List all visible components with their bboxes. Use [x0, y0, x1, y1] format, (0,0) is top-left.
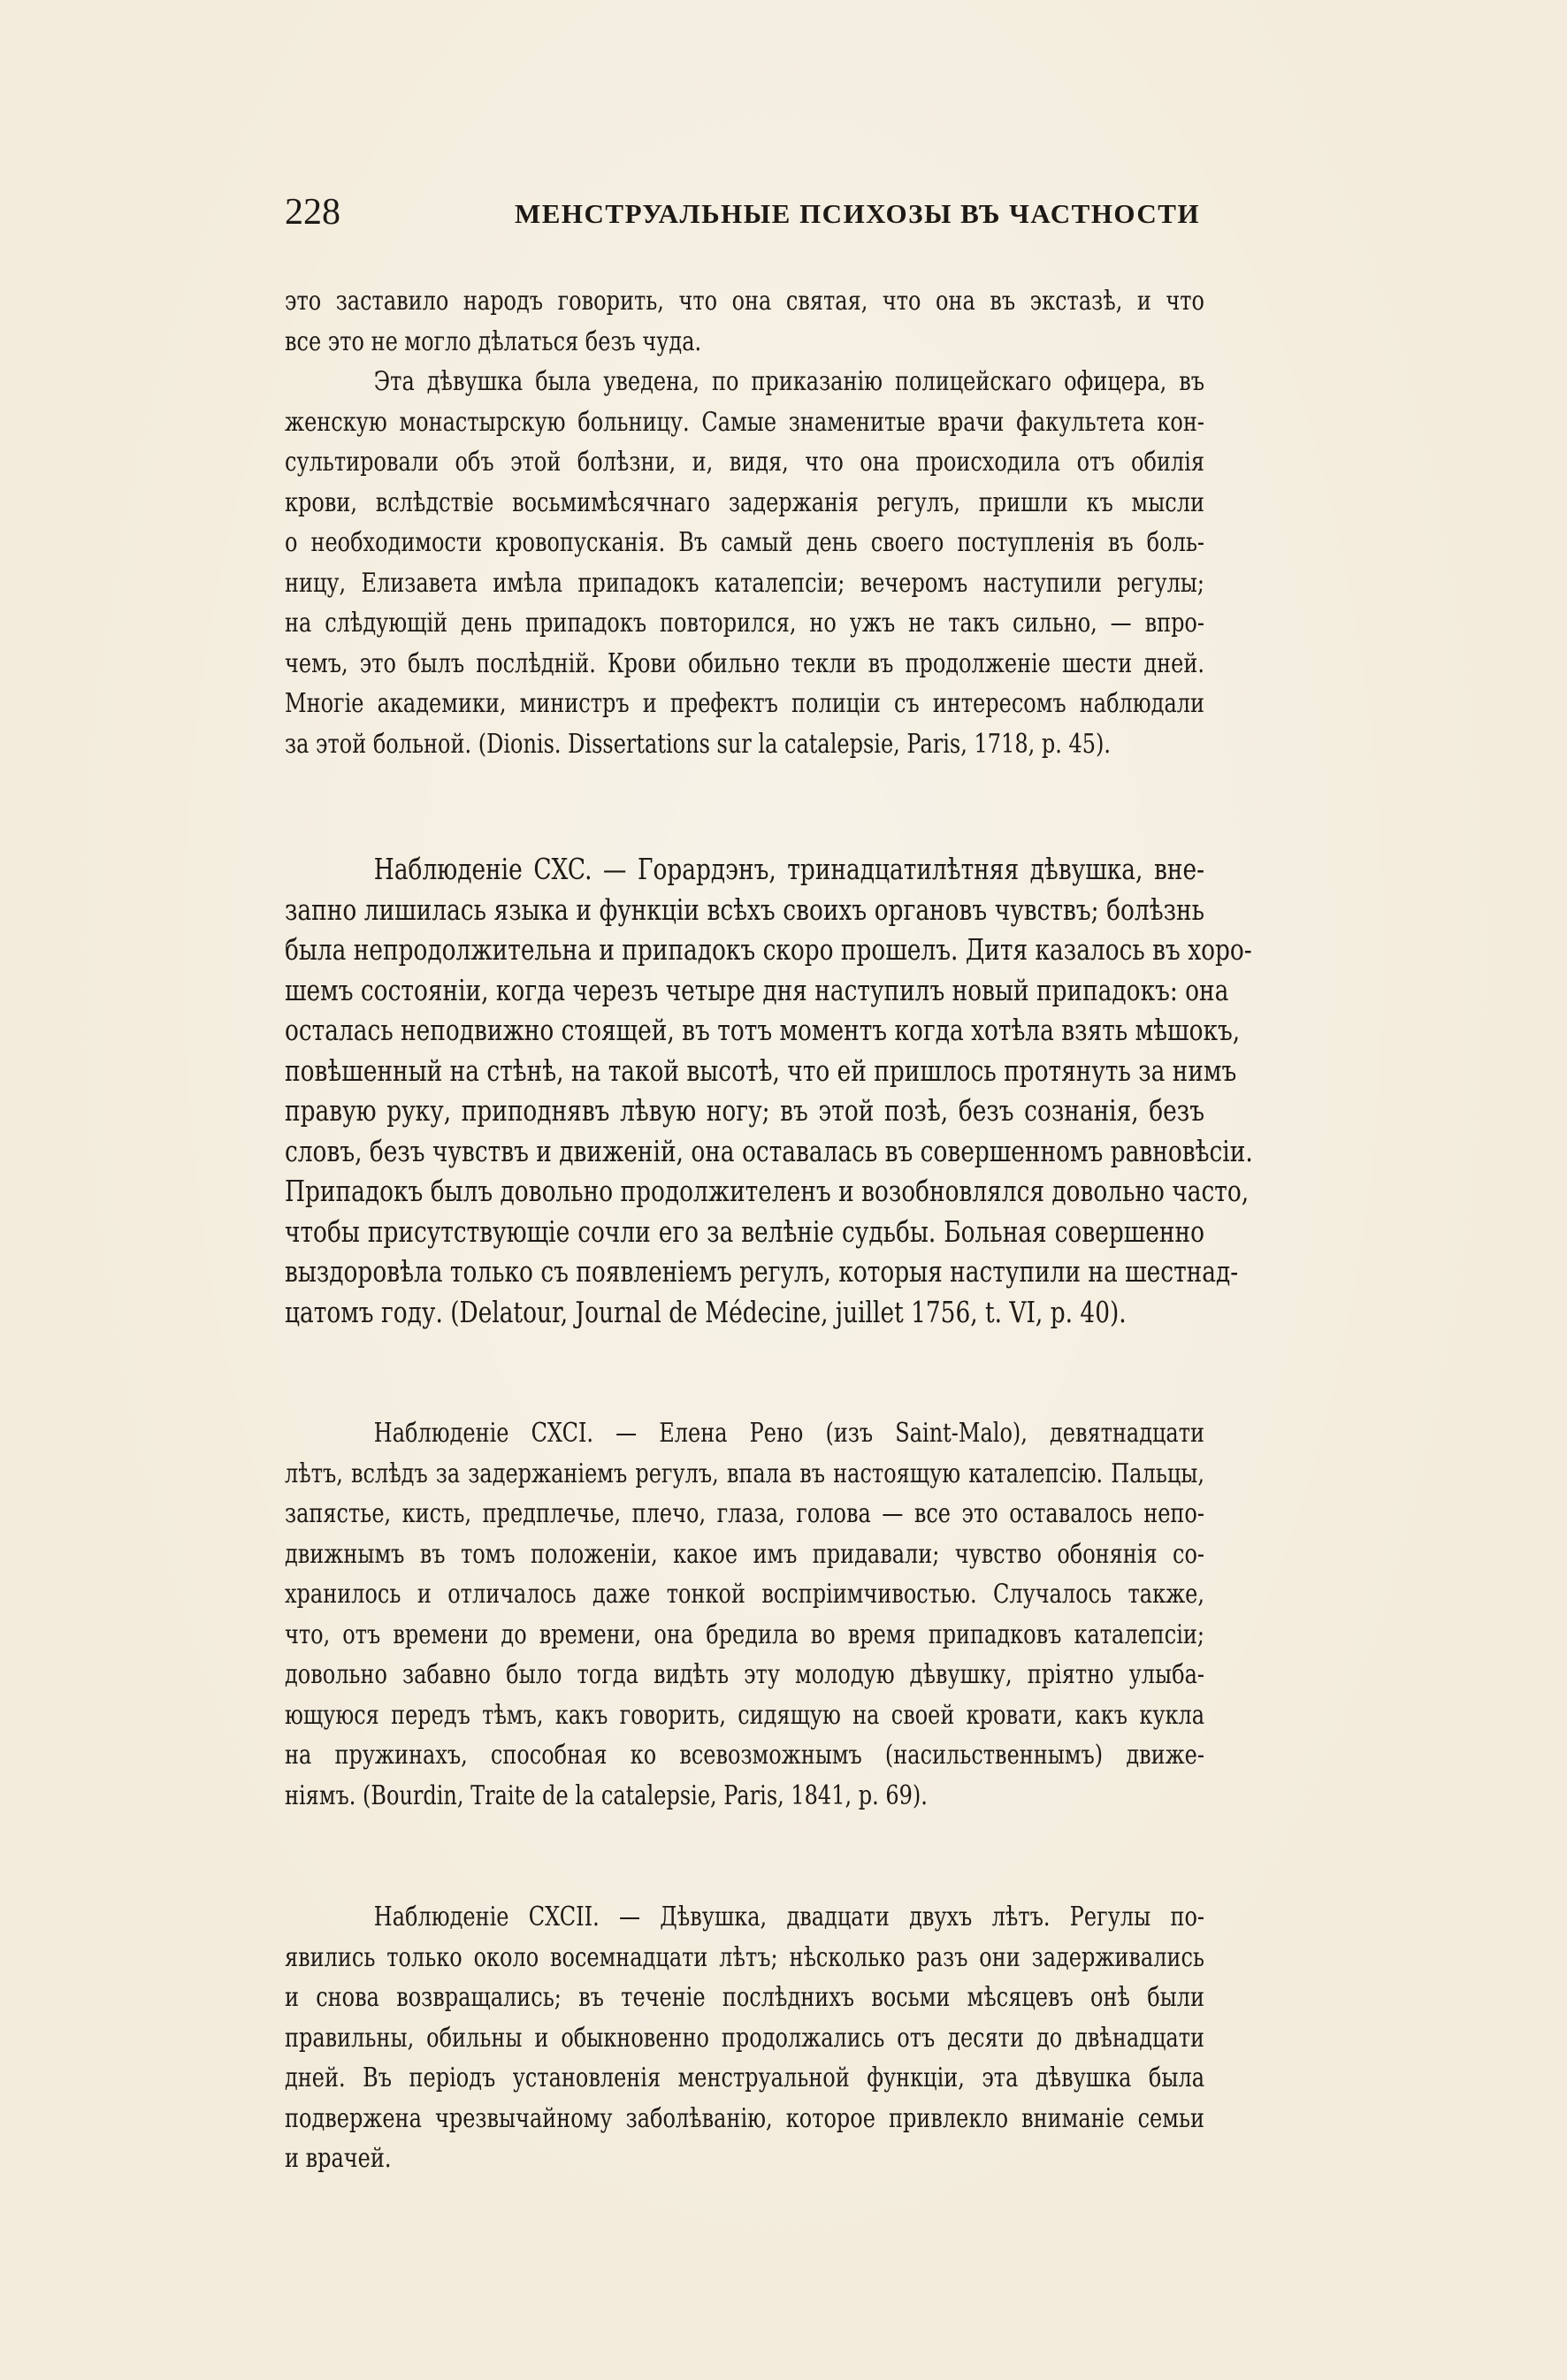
- text-line: о необходимости кровопусканія. Въ самый день своего поступленія въ боль-: [285, 527, 1204, 558]
- text-line: подвержена чрезвычайному заболѣванію, которое привлекло вниманіе семьи: [285, 2102, 1204, 2134]
- text-line: это заставило народъ говорить, что она святая, что она въ экстазѣ, и что: [285, 286, 1204, 317]
- text-line: чтобы присутствующіе сочли его за велѣніе судьбы. Больная совершенно: [285, 1213, 1204, 1249]
- observation-cxci: [285, 1413, 1204, 1816]
- paragraph-gap: [285, 1332, 1204, 1413]
- running-title: МЕНСТРУАЛЬНЫЕ ПСИХОЗЫ ВЪ ЧАСТНОСТИ: [515, 198, 1201, 229]
- text-line: и врачей.: [285, 2143, 392, 2174]
- text-line: была непродолжительна и припадокъ скоро прошелъ. Дитя казалось въ хоро-: [285, 932, 1252, 967]
- text-line: на слѣдующій день припадокъ повторился, но ужъ не такъ сильно, — впро-: [285, 608, 1204, 639]
- text-line: сультировали объ этой болѣзни, и, видя, что она происходила отъ обилія: [285, 447, 1204, 478]
- text-line: Припадокъ былъ довольно продолжителенъ и возобновлялся довольно часто,: [285, 1174, 1250, 1208]
- text-line: движнымъ въ томъ положеніи, какое имъ придавали; чувство обонянія со-: [285, 1538, 1204, 1570]
- text-line: крови, вслѣдствіе восьмимѣсячнаго задержанія регулъ, пришли къ мысли: [285, 486, 1204, 518]
- text-line: запно лишилась языка и функціи всѣхъ своихъ органовъ чувствъ; болѣзнь: [285, 892, 1204, 927]
- text-line: и снова возвращались; въ теченіе послѣднихъ восьми мѣсяцевъ онѣ были: [285, 1982, 1204, 2013]
- text-line: повѣшенный на стѣнѣ, на такой высотѣ, что ей пришлось протянуть за нимъ: [285, 1052, 1237, 1088]
- text-line: Многіе академики, министръ и префектъ полиціи съ интересомъ наблюдали: [285, 688, 1204, 719]
- observation-heading-line: Наблюденіе CXCII. — Дѣвушка, двадцати двухъ лѣтъ. Регулы по-: [373, 1902, 1204, 1932]
- text-line: осталась неподвижно стоящей, въ тотъ моментъ когда хотѣла взять мѣшокъ,: [285, 1013, 1241, 1047]
- observation-heading-line: Наблюденіе CXC. — Горардэнъ, тринадцатилѣтняя дѣвушка, вне-: [373, 852, 1204, 886]
- text-line: за этой больной. (Dionis. Dissertations sur la catalepsie, Paris, 1718, p. 45).: [285, 728, 1111, 760]
- text-line: лѣтъ, вслѣдъ за задержаніемъ регулъ, впала въ настоящую каталепсію. Пальцы,: [285, 1458, 1204, 1489]
- text-line: ющуюся передъ тѣмъ, какъ говорить, сидящую на своей кровати, какъ кукла: [285, 1699, 1204, 1731]
- text-line: дней. Въ періодъ установленія менструальной функціи, эта дѣвушка была: [285, 2062, 1204, 2093]
- paragraph-gap: [285, 1816, 1204, 1897]
- text-line: выздоровѣла только съ появленіемъ регулъ, которыя наступили на шестнад-: [285, 1254, 1239, 1289]
- text-line: хранилось и отличалось даже тонкой воспріимчивостью. Случалось также,: [285, 1579, 1204, 1610]
- paragraph-continuation: [285, 281, 1204, 764]
- text-line: правую руку, приподнявъ лѣвую ногу; въ этой позѣ, безъ сознанія, безъ: [285, 1093, 1204, 1128]
- observation-cxc: [285, 849, 1253, 1332]
- text-line: словъ, безъ чувствъ и движеній, она оставалась въ совершенномъ равновѣсіи.: [285, 1133, 1253, 1168]
- observation-heading-line: Наблюденіе CXCI. — Елена Рено (изъ Saint-Malo), девятнадцати: [373, 1418, 1204, 1449]
- text-line: ніямъ. (Bourdin, Traite de la catalepsie, Paris, 1841, p. 69).: [285, 1779, 928, 1811]
- paragraph-gap: [285, 764, 1204, 849]
- text-line: запястье, кисть, предплечье, плечо, глаза, голова — все это оставалось непо-: [285, 1498, 1204, 1529]
- text-line: Эта дѣвушка была уведена, по приказанію полицейскаго офицера, въ: [373, 366, 1204, 397]
- observation-cxcii: [285, 1897, 1204, 2179]
- running-head: [285, 187, 1204, 241]
- text-line: довольно забавно было тогда видѣть эту молодую дѣвушку, пріятно улыба-: [285, 1659, 1204, 1690]
- text-line: шемъ состояніи, когда черезъ четыре дня наступилъ новый припадокъ: она: [285, 972, 1229, 1007]
- text-line: все это не могло дѣлаться безъ чуда.: [285, 325, 702, 357]
- body-text: [285, 281, 1253, 2179]
- text-line: ницу, Елизавета имѣла припадокъ каталепсіи; вечеромъ наступили регулы;: [285, 567, 1204, 599]
- text-line: что, отъ времени до времени, она бредила во время припадковъ каталепсіи;: [285, 1619, 1204, 1650]
- text-line: явились только около восемнадцати лѣтъ; нѣсколько разъ они задерживались: [285, 1941, 1204, 1973]
- text-line: чемъ, это былъ послѣдній. Крови обильно текли въ продолженіе шести дней.: [285, 647, 1204, 679]
- text-line: на пружинахъ, способная ко всевозможнымъ (насильственнымъ) движе-: [285, 1740, 1204, 1771]
- text-line: женскую монастырскую больницу. Самые знаменитые врачи факультета кон-: [285, 406, 1204, 438]
- page-number: 228: [285, 192, 340, 233]
- text-line: правильны, обильны и обыкновенно продолжались отъ десяти до двѣнадцати: [285, 2022, 1204, 2054]
- text-line: цатомъ году. (Delatour, Journal de Médecine, juillet 1756, t. VI, p. 40).: [285, 1294, 1127, 1329]
